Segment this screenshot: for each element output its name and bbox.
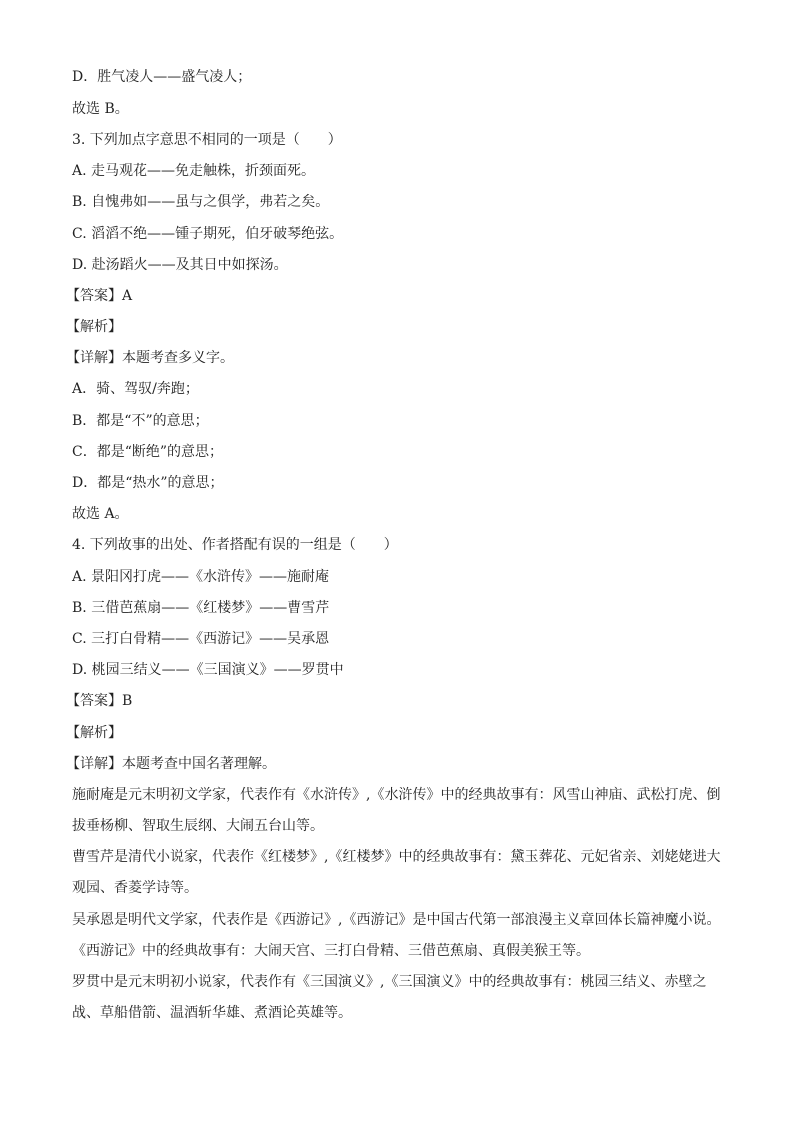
paragraph: 《西游记》中的经典故事有：大闹天宫、三打白骨精、三借芭蕉扇、真假美猴王等。 [72, 943, 590, 959]
paragraph: 施耐庵是元末明初文学家，代表作有《水浒传》,《水浒传》中的经典故事有：风雪山神庙、武松打虎、倒拔垂杨柳、智取生辰纲、大闹五台山等。 [72, 787, 721, 834]
text-line: A．骑、驾驭/奔跑； [72, 381, 199, 397]
paragraph: 曹雪芹是清代小说家，代表作《红楼梦》,《红楼梦》中的经典故事有：黛玉葬花、元妃省亲、刘姥姥进大观园、香菱学诗等。 [72, 849, 721, 896]
text-line: B．都是“不”的意思； [72, 413, 209, 429]
answer-label: 【答案】A [66, 288, 133, 304]
text-line: D．胜气凌人——盛气凌人； [72, 69, 252, 85]
option-a: A. 景阳冈打虎——《水浒传》——施耐庵 [72, 569, 330, 585]
option-c: C. 滔滔不绝——锺子期死，伯牙破琴绝弦。 [72, 226, 344, 242]
option-c: C. 三打白骨精——《西游记》——吴承恩 [72, 631, 330, 647]
option-d: D. 桃园三结义——《三国演义》——罗贯中 [72, 662, 344, 678]
detail-label: 【详解】本题考查中国名著理解。 [66, 756, 276, 772]
option-a: A. 走马观花——免走触株，折颈面死。 [72, 163, 316, 179]
text-line: 故选 B。 [72, 101, 129, 117]
option-b: B. 三借芭蕉扇——《红楼梦》——曹雪芹 [72, 600, 330, 616]
text-line: 故选 A。 [72, 506, 129, 522]
option-b: B. 自愧弗如——虽与之俱学，弗若之矣。 [72, 194, 330, 210]
paragraph: 罗贯中是元末明初小说家，代表作有《三国演义》,《三国演义》中的经典故事有：桃园三结义、赤壁之战、草船借箭、温酒斩华雄、煮酒论英雄等。 [72, 974, 707, 1021]
detail-label: 【详解】本题考查多义字。 [66, 350, 234, 366]
question-4: 4. 下列故事的出处、作者搭配有误的一组是（ ） [72, 537, 398, 553]
answer-label: 【答案】B [66, 693, 133, 709]
text-line: C．都是“断绝”的意思； [72, 444, 224, 460]
option-d: D. 赴汤蹈火——及其日中如探汤。 [72, 257, 288, 273]
analysis-label: 【解析】 [66, 725, 122, 741]
paragraph: 吴承恩是明代文学家，代表作是《西游记》,《西游记》是中国古代第一部浪漫主义章回体长篇神魔小说。 [72, 912, 721, 928]
question-3: 3. 下列加点字意思不相同的一项是（ ） [72, 132, 342, 148]
text-line: D．都是“热水”的意思； [72, 475, 224, 491]
analysis-label: 【解析】 [66, 319, 122, 335]
